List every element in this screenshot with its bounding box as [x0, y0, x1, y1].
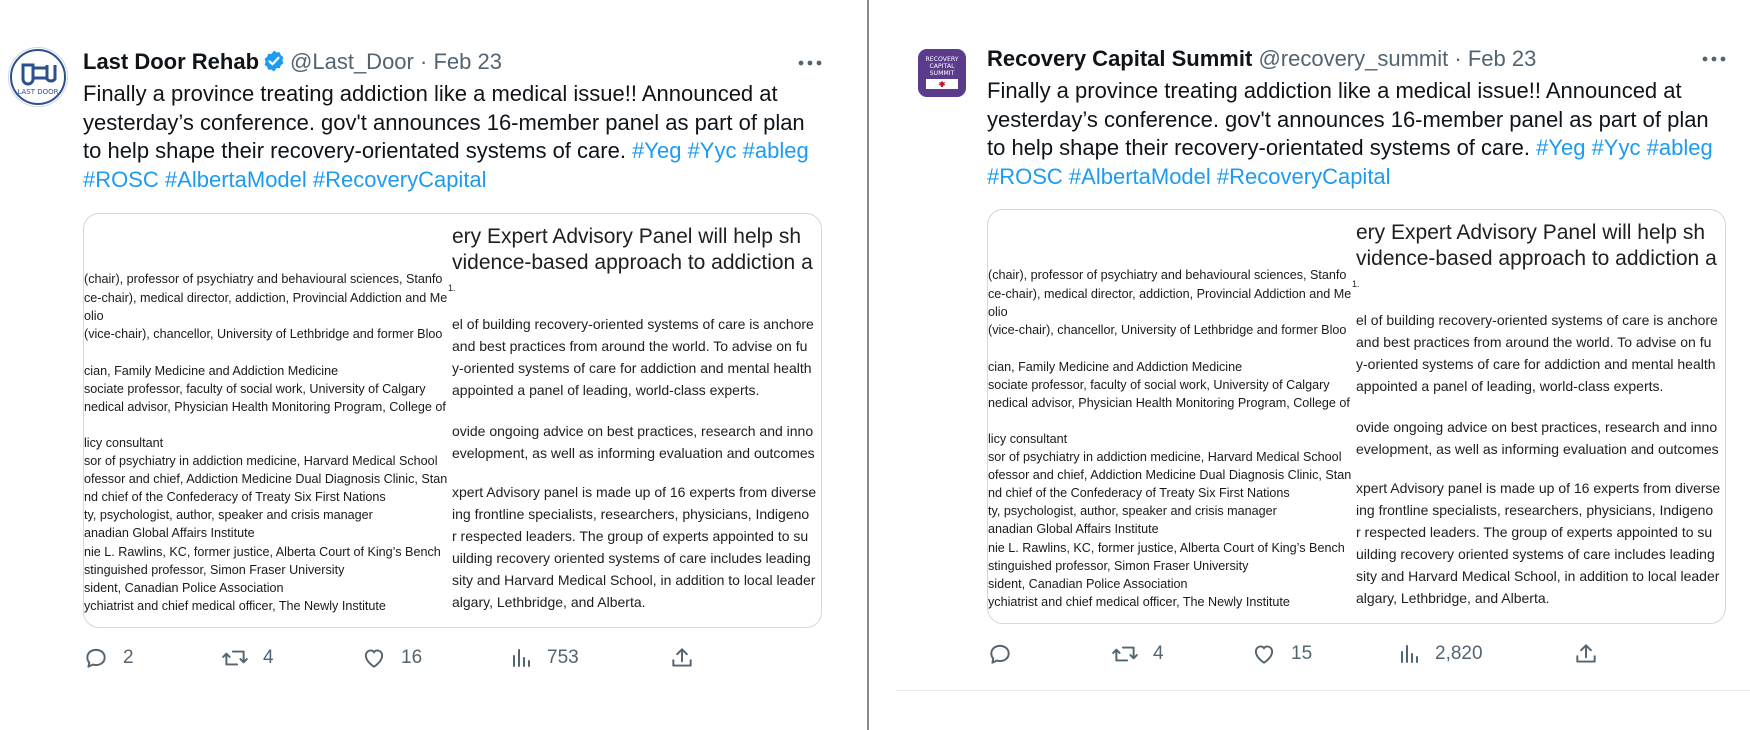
hashtag-yeg[interactable]: #Yeg [632, 138, 682, 163]
document-line: ofessor and chief, Addiction Medicine Dual Diagnosis Clinic, Stan [988, 468, 1352, 482]
retweet-count: 4 [263, 647, 274, 668]
document-line: ce-chair), medical director, addiction, Provincial Addiction and Me [84, 291, 448, 305]
document-line: anadian Global Affairs Institute [84, 526, 255, 540]
like-button[interactable] [361, 645, 422, 671]
document-left-column [84, 214, 454, 627]
reply-button[interactable] [83, 645, 134, 671]
retweet-count: 4 [1153, 643, 1164, 664]
document-paragraph-line: y-oriented systems of care for addiction and mental health [1356, 356, 1716, 372]
document-paragraph-line: sity and Harvard Medical School, in addition to local leader [452, 572, 816, 588]
hashtag-ableg[interactable]: #ableg [742, 138, 809, 163]
avatar-text-line-3: SUMMIT [929, 70, 955, 77]
document-paragraph-line: ovide ongoing advice on best practices, research and inno [452, 423, 814, 439]
document-line: cian, Family Medicine and Addiction Medicine [988, 360, 1243, 374]
document-line: ofessor and chief, Addiction Medicine Dual Diagnosis Clinic, Stan [84, 472, 448, 486]
hashtag-yeg[interactable]: #Yeg [1536, 135, 1586, 160]
document-line: ce-chair), medical director, addiction, Provincial Addiction and Me [988, 287, 1352, 301]
document-paragraph-line: ovide ongoing advice on best practices, research and inno [1356, 419, 1718, 435]
more-icon[interactable] [1700, 49, 1728, 69]
share-button[interactable] [1573, 641, 1599, 667]
document-paragraph-line: ing frontline specialists, researchers, physicians, Indigeno [1356, 502, 1714, 518]
document-paragraph-line: algary, Lethbridge, and Alberta. [1356, 590, 1550, 606]
document-heading: ery Expert Advisory Panel will help sh [452, 225, 801, 248]
views-button[interactable] [509, 645, 579, 671]
like-button[interactable] [1251, 641, 1312, 667]
document-heading: ery Expert Advisory Panel will help sh [1356, 221, 1705, 244]
document-right-column [448, 214, 821, 627]
document-heading: vidence-based approach to addiction a [452, 251, 813, 274]
view-count: 753 [547, 647, 579, 668]
hashtag-yyc[interactable]: #Yyc [687, 138, 737, 163]
document-left-column [988, 210, 1358, 623]
document-line: licy consultant [84, 436, 164, 450]
document-paragraph-line: algary, Lethbridge, and Alberta. [452, 594, 646, 610]
document-paragraph-line: ing frontline specialists, researchers, physicians, Indigeno [452, 506, 810, 522]
document-line: anadian Global Affairs Institute [988, 522, 1159, 536]
document-line: cian, Family Medicine and Addiction Medicine [84, 364, 339, 378]
document-line: (chair), professor of psychiatry and behavioural sciences, Stanfo [988, 268, 1347, 282]
document-superscript: 1. [1352, 279, 1360, 289]
like-count: 16 [401, 647, 423, 668]
document-right-column [1352, 210, 1725, 623]
panel-divider [867, 0, 869, 730]
tweet-header [83, 48, 502, 80]
views-icon [509, 645, 533, 671]
hashtag-albertamodel[interactable]: #AlbertaModel [164, 166, 307, 192]
tweet-body: Finally a province treating addiction like a medical issue!! Announced at yesterday’s conference. gov't announces 16-member panel as part of plan to help shape their recovery-orientated systems of care. [83, 81, 805, 163]
last-door-logo-icon [9, 48, 67, 106]
like-icon [361, 645, 387, 671]
hashtag-yyc[interactable]: #Yyc [1591, 135, 1641, 160]
document-paragraph-line: and best practices from around the world. To advise on fu [1356, 334, 1712, 350]
document-line: olio [988, 305, 1008, 319]
document-line: sident, Canadian Police Association [84, 581, 284, 595]
author-name[interactable]: Recovery Capital Summit [987, 46, 1253, 71]
avatar[interactable] [8, 47, 68, 107]
reply-icon [987, 641, 1013, 667]
document-paragraph-line: uilding recovery oriented systems of care includes leading [452, 550, 811, 566]
document-line: sident, Canadian Police Association [988, 577, 1188, 591]
document-line: (chair), professor of psychiatry and behavioural sciences, Stanfo [84, 272, 443, 286]
avatar-text-line-1: RECOVERY [925, 56, 959, 63]
document-paragraph-line: sity and Harvard Medical School, in addition to local leader [1356, 568, 1720, 584]
document-line: nedical advisor, Physician Health Monitoring Program, College of [988, 396, 1350, 410]
hashtag-recoverycapital[interactable]: #RecoveryCapital [312, 166, 487, 192]
document-line: sor of psychiatry in addiction medicine, Harvard Medical School [84, 454, 438, 468]
tweet-separator [896, 690, 1750, 691]
document-superscript: 1. [448, 283, 456, 293]
avatar-text-line-2: CAPITAL [929, 63, 955, 70]
meta-separator: · [1454, 46, 1462, 71]
document-paragraph-line: y-oriented systems of care for addiction and mental health [452, 360, 812, 376]
author-handle[interactable]: @recovery_summit [1258, 46, 1449, 71]
media-image[interactable] [83, 213, 822, 628]
tweet-text [83, 80, 828, 194]
like-count: 15 [1291, 643, 1313, 664]
document-line: sor of psychiatry in addiction medicine, Harvard Medical School [988, 450, 1342, 464]
summit-logo-icon [918, 49, 966, 97]
retweet-button[interactable] [221, 645, 274, 671]
document-paragraph-line: xpert Advisory panel is made up of 16 experts from diverse [452, 484, 817, 500]
reply-icon [83, 645, 109, 671]
document-paragraph-line: appointed a panel of leading, world-class experts. [452, 382, 760, 398]
retweet-icon [221, 645, 249, 671]
share-button[interactable] [669, 645, 695, 671]
document-paragraph-line: evelopment, as well as informing evaluation and outcomes [1356, 441, 1719, 457]
document-line: olio [84, 309, 104, 323]
action-bar [83, 645, 703, 681]
document-paragraph-line: el of building recovery-oriented systems of care is anchore [1356, 312, 1718, 328]
document-paragraph-line: evelopment, as well as informing evaluation and outcomes [452, 445, 815, 461]
document-paragraph-line: el of building recovery-oriented systems of care is anchore [452, 316, 814, 332]
document-paragraph-line: xpert Advisory panel is made up of 16 experts from diverse [1356, 480, 1721, 496]
document-line: sociate professor, faculty of social work, University of Calgary [84, 382, 426, 396]
reply-button[interactable] [987, 641, 1027, 667]
document-paragraph-line: appointed a panel of leading, world-class experts. [1356, 378, 1664, 394]
hashtag-albertamodel[interactable]: #AlbertaModel [1068, 163, 1211, 189]
tweet-date[interactable]: Feb 23 [1467, 46, 1537, 71]
document-line: (vice-chair), chancellor, University of Lethbridge and former Bloo [84, 327, 443, 341]
hashtag-recoverycapital[interactable]: #RecoveryCapital [1216, 163, 1391, 189]
tweet-date[interactable]: Feb 23 [433, 49, 502, 74]
tweet-body: Finally a province treating addiction like a medical issue!! Announced at yesterday’s conference. gov't announces 16-member panel as part of plan to help shape their recovery-orientated systems of care. [987, 78, 1709, 160]
document-line: ychiatrist and chief medical officer, The Newly Institute [988, 595, 1290, 609]
retweet-button[interactable] [1111, 641, 1164, 667]
document-paragraph-line: uilding recovery oriented systems of care includes leading [1356, 546, 1715, 562]
document-line: licy consultant [988, 432, 1068, 446]
document-heading: vidence-based approach to addiction a [1356, 247, 1717, 270]
media-image[interactable] [987, 209, 1726, 624]
share-icon [1573, 641, 1599, 667]
avatar[interactable] [918, 49, 966, 97]
hashtag-rosc[interactable]: #ROSC [83, 166, 159, 192]
document-line: nie L. Rawlins, KC, former justice, Alberta Court of King’s Bench [988, 541, 1345, 555]
like-icon [1251, 641, 1277, 667]
meta-separator: · [420, 49, 428, 74]
author-name[interactable]: Last Door Rehab [83, 49, 260, 74]
document-line: (vice-chair), chancellor, University of Lethbridge and former Bloo [988, 323, 1347, 337]
document-paragraph-line: and best practices from around the world. To advise on fu [452, 338, 808, 354]
document-line: nedical advisor, Physician Health Monitoring Program, College of [84, 400, 446, 414]
document-line: ty, psychologist, author, speaker and crisis manager [84, 508, 373, 522]
document-line: nd chief of the Confederacy of Treaty Six First Nations [84, 490, 386, 504]
views-button[interactable] [1397, 641, 1483, 667]
view-count: 2,820 [1435, 643, 1483, 664]
more-icon[interactable] [796, 53, 824, 73]
document-line: stinguished professor, Simon Fraser University [84, 563, 345, 577]
views-icon [1397, 641, 1421, 667]
document-paragraph-line: r respected leaders. The group of experts appointed to su [1356, 524, 1713, 540]
document-line: ty, psychologist, author, speaker and crisis manager [988, 504, 1277, 518]
document-line: sociate professor, faculty of social work, University of Calgary [988, 378, 1330, 392]
reply-count: 2 [123, 647, 134, 668]
document-line: stinguished professor, Simon Fraser University [988, 559, 1249, 573]
tweet-text [987, 77, 1732, 191]
hashtag-rosc[interactable]: #ROSC [987, 163, 1063, 189]
document-line: ychiatrist and chief medical officer, The Newly Institute [84, 599, 386, 613]
share-icon [669, 645, 695, 671]
hashtag-ableg[interactable]: #ableg [1646, 135, 1713, 160]
retweet-icon [1111, 641, 1139, 667]
document-paragraph-line: r respected leaders. The group of experts appointed to su [452, 528, 809, 544]
tweet-header [987, 45, 1536, 73]
avatar-text: LAST DOOR [17, 88, 59, 96]
verified-badge-icon [262, 49, 286, 80]
author-handle[interactable]: @Last_Door [290, 49, 414, 74]
document-line: nie L. Rawlins, KC, former justice, Alberta Court of King’s Bench [84, 545, 441, 559]
document-line: nd chief of the Confederacy of Treaty Six First Nations [988, 486, 1290, 500]
action-bar [987, 641, 1607, 677]
